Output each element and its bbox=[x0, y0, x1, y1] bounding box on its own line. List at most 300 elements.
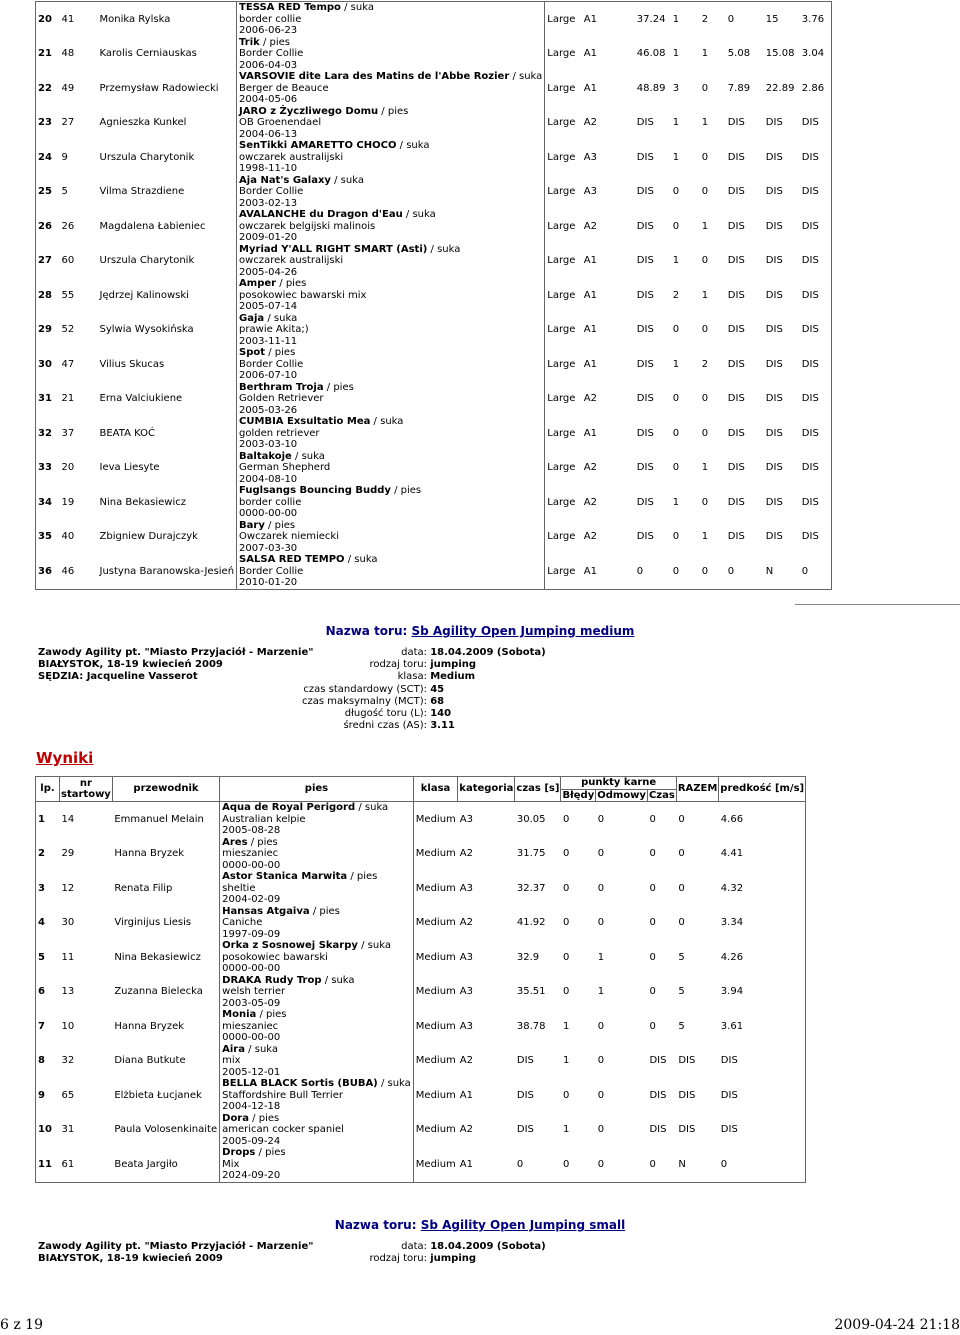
dog-name: Ares bbox=[222, 836, 248, 848]
header-czas: czas [s] bbox=[515, 777, 561, 802]
dog-name: Bary bbox=[239, 519, 265, 531]
start-number: 13 bbox=[61, 986, 75, 997]
predkosc-cell: 4.26 bbox=[720, 951, 744, 963]
odmowy-cell: 0 bbox=[597, 1055, 605, 1066]
dog-dob: 2010-01-20 bbox=[239, 577, 298, 588]
start-number: 29 bbox=[61, 848, 75, 859]
page-number: 6 z 19 bbox=[0, 1317, 43, 1333]
klasa-label: klasa: bbox=[397, 671, 427, 683]
lp-cell: 9 bbox=[38, 1089, 45, 1101]
dog-breed: Border Collie bbox=[239, 186, 304, 197]
table-row bbox=[36, 140, 832, 175]
table-row bbox=[36, 244, 832, 279]
divider bbox=[795, 604, 960, 605]
dog-name: Aqua de Royal Perigord bbox=[222, 802, 356, 813]
table-row bbox=[36, 802, 806, 837]
odmowy-cell: 0 bbox=[597, 1020, 605, 1032]
czas-cell: DIS bbox=[516, 1089, 534, 1101]
klasa-cell: Large bbox=[547, 565, 576, 577]
czas-cell: 35.51 bbox=[516, 986, 546, 997]
start-number: 11 bbox=[61, 951, 75, 963]
razem-cell: DIS bbox=[765, 117, 783, 128]
dog-sex: pies bbox=[400, 485, 422, 496]
course-title-link[interactable]: Sb Agility Open Jumping small bbox=[420, 1218, 626, 1232]
razem-cell: DIS bbox=[765, 255, 783, 266]
dog-sex: pies bbox=[257, 836, 278, 848]
header-row bbox=[36, 777, 806, 790]
kategoria-cell: A1 bbox=[583, 255, 597, 266]
table-row bbox=[36, 175, 832, 210]
klasa-cell: Medium bbox=[415, 848, 456, 859]
course-title-medium bbox=[0, 624, 960, 638]
dog-breed: OB Groenendael bbox=[239, 117, 322, 128]
header-dog: pies bbox=[220, 777, 414, 802]
dog-sex: suka bbox=[437, 243, 461, 255]
razem-cell: DIS bbox=[765, 186, 783, 197]
predkosc-cell: DIS bbox=[801, 220, 819, 232]
dog-dob: 2024-09-20 bbox=[222, 1170, 281, 1181]
klasa-cell: Medium bbox=[415, 951, 456, 963]
kategoria-cell: A2 bbox=[459, 1124, 473, 1135]
dog-name: Berthram Troja bbox=[239, 381, 324, 393]
lp-cell: 6 bbox=[38, 986, 45, 997]
lp-cell: 33 bbox=[38, 462, 52, 473]
table-row bbox=[36, 1044, 806, 1079]
dog-dob: 2004-02-09 bbox=[222, 894, 281, 905]
predkosc-cell: 0 bbox=[720, 1158, 728, 1170]
bledy-cell: 2 bbox=[672, 289, 680, 301]
start-number: 21 bbox=[61, 393, 75, 404]
header-handler: przewodnik bbox=[112, 777, 219, 802]
start-number: 55 bbox=[61, 289, 75, 301]
dog-sex: suka bbox=[387, 1078, 411, 1089]
sct-value: 45 bbox=[430, 683, 445, 695]
klasa-cell: Large bbox=[547, 220, 576, 232]
table-row bbox=[36, 871, 806, 906]
start-number: 47 bbox=[61, 358, 75, 370]
dog-cell: Hansas Atgaiva / pies Caniche 1997-09-09 bbox=[220, 906, 414, 941]
klasa-cell: Medium bbox=[415, 813, 456, 825]
kategoria-cell: A3 bbox=[459, 1020, 473, 1032]
dog-breed: Berger de Beauce bbox=[239, 82, 329, 94]
handler-name: Vilma Strazdiene bbox=[98, 175, 237, 210]
mct-label: czas maksymalny (MCT): bbox=[301, 695, 427, 707]
bledy-cell: 0 bbox=[672, 220, 680, 232]
dog-cell: TESSA RED Tempo / suka border collie 2006-06-23 bbox=[237, 2, 545, 37]
czas-pkt-cell: DIS bbox=[649, 1055, 667, 1066]
razem-cell: DIS bbox=[678, 1089, 696, 1101]
czas-pkt-cell: DIS bbox=[727, 427, 745, 439]
predkosc-cell: DIS bbox=[801, 186, 819, 197]
odmowy-cell: 0 bbox=[701, 151, 709, 163]
czas-pkt-cell: DIS bbox=[727, 289, 745, 301]
start-number: 37 bbox=[61, 427, 75, 439]
czas-cell: 37.24 bbox=[636, 13, 666, 25]
dog-sex: suka bbox=[254, 1043, 279, 1055]
dog-name: Baltakoje bbox=[239, 450, 292, 462]
dog-cell: Spot / pies Border Collie 2006-07-10 bbox=[237, 347, 545, 382]
bledy-cell: 1 bbox=[562, 1055, 570, 1066]
dog-sex: suka bbox=[519, 71, 543, 82]
dog-name: Trik bbox=[239, 36, 260, 48]
predkosc-cell: DIS bbox=[720, 1055, 738, 1066]
dog-breed: Australian kelpie bbox=[222, 813, 306, 825]
kategoria-cell: A2 bbox=[459, 848, 473, 859]
event-place-date: BIAŁYSTOK, 18-19 kwiecień 2009 bbox=[38, 1253, 223, 1265]
razem-cell: 0 bbox=[678, 882, 685, 894]
course-params-small bbox=[250, 1241, 546, 1265]
predkosc-cell: DIS bbox=[801, 393, 819, 404]
dog-dob: 2003-02-13 bbox=[239, 197, 298, 209]
klasa-cell: Medium bbox=[415, 917, 456, 928]
start-number: 41 bbox=[61, 13, 75, 25]
bledy-cell: 0 bbox=[672, 462, 680, 473]
dog-cell: Aqua de Royal Perigord / suka Australian kelpie 2005-08-28 bbox=[220, 802, 414, 837]
lp-cell: 1 bbox=[38, 813, 45, 825]
dog-sex: suka bbox=[331, 974, 355, 986]
razem-cell: DIS bbox=[765, 496, 783, 508]
lp-cell: 26 bbox=[38, 220, 52, 232]
dog-sex: suka bbox=[364, 802, 389, 813]
razem-cell: 5 bbox=[678, 951, 685, 963]
dog-dob: 0000-00-00 bbox=[222, 1032, 281, 1043]
lp-cell: 21 bbox=[38, 48, 52, 59]
czas-pkt-cell: DIS bbox=[649, 1124, 667, 1135]
czas-cell: DIS bbox=[516, 1124, 534, 1135]
bledy-cell: 1 bbox=[672, 358, 680, 370]
kategoria-cell: A2 bbox=[583, 462, 597, 473]
dog-sex: pies bbox=[319, 905, 340, 917]
bledy-cell: 1 bbox=[672, 151, 680, 163]
klasa-cell: Medium bbox=[415, 1055, 456, 1066]
czas-cell: 31.75 bbox=[516, 848, 546, 859]
rodzaj-value: jumping bbox=[430, 1253, 477, 1265]
razem-cell: DIS bbox=[765, 393, 783, 404]
dog-breed: posokowiec bawarski mix bbox=[239, 289, 367, 301]
dog-dob: 2003-11-11 bbox=[239, 335, 298, 347]
event-name: Zawody Agility pt. "Miasto Przyjaciół - Marzenie" bbox=[38, 1241, 314, 1252]
czas-cell: 0 bbox=[516, 1158, 524, 1170]
course-title-prefix: Nazwa toru: bbox=[325, 624, 412, 638]
table-row bbox=[36, 382, 832, 417]
rodzaj-label: rodzaj toru: bbox=[369, 659, 427, 671]
dog-dob: 2009-01-20 bbox=[239, 232, 298, 243]
lp-cell: 4 bbox=[38, 917, 45, 928]
lp-cell: 36 bbox=[38, 565, 52, 577]
czas-pkt-cell: 0 bbox=[649, 951, 656, 963]
czas-pkt-cell: DIS bbox=[727, 255, 745, 266]
dog-dob: 2004-12-18 bbox=[222, 1101, 281, 1112]
odmowy-cell: 1 bbox=[597, 986, 605, 997]
lp-cell: 35 bbox=[38, 531, 52, 542]
kategoria-cell: A2 bbox=[583, 393, 597, 404]
dog-cell: SenTikki AMARETTO CHOCO / suka owczarek australijski 1998-11-10 bbox=[237, 140, 545, 175]
bledy-cell: 1 bbox=[672, 255, 680, 266]
klasa-cell: Large bbox=[547, 13, 576, 25]
start-number: 40 bbox=[61, 531, 75, 542]
avg-value: 3.11 bbox=[430, 720, 455, 732]
bledy-cell: 1 bbox=[562, 1124, 570, 1135]
table-row bbox=[36, 940, 806, 975]
start-number: 9 bbox=[61, 151, 68, 163]
predkosc-cell: DIS bbox=[801, 358, 819, 370]
predkosc-cell: 3.61 bbox=[720, 1020, 744, 1032]
kategoria-cell: A3 bbox=[583, 186, 597, 197]
dog-breed: owczarek belgijski malinois bbox=[239, 220, 376, 232]
dog-sex: suka bbox=[340, 174, 364, 186]
predkosc-cell: DIS bbox=[801, 427, 819, 439]
dog-name: Orka z Sosnowej Skarpy bbox=[222, 940, 358, 951]
odmowy-cell: 1 bbox=[701, 289, 709, 301]
predkosc-cell: DIS bbox=[801, 324, 819, 335]
lp-cell: 5 bbox=[38, 951, 45, 963]
razem-cell: DIS bbox=[765, 324, 783, 335]
klasa-cell: Large bbox=[547, 186, 576, 197]
czas-pkt-cell: 5.08 bbox=[727, 48, 751, 59]
table-row bbox=[36, 1147, 806, 1182]
handler-name: Diana Butkute bbox=[112, 1044, 219, 1079]
bledy-cell: 1 bbox=[672, 117, 680, 128]
table-row bbox=[36, 2, 832, 37]
dog-sex: suka bbox=[354, 554, 378, 565]
odmowy-cell: 0 bbox=[701, 393, 709, 404]
table-row bbox=[36, 906, 806, 941]
czas-cell: DIS bbox=[636, 496, 654, 508]
dog-breed: welsh terrier bbox=[222, 986, 286, 997]
dog-cell: Gaja / suka prawie Akita;) 2003-11-11 bbox=[237, 313, 545, 348]
dog-breed: Caniche bbox=[222, 917, 263, 928]
klasa-cell: Medium bbox=[415, 1124, 456, 1135]
dog-breed: German Shepherd bbox=[239, 462, 331, 473]
handler-name: Zuzanna Bielecka bbox=[112, 975, 219, 1010]
czas-pkt-cell: DIS bbox=[727, 117, 745, 128]
klasa-cell: Large bbox=[547, 462, 576, 473]
course-title-link[interactable]: Sb Agility Open Jumping medium bbox=[411, 624, 635, 638]
handler-name: Beata Jargiło bbox=[112, 1147, 219, 1182]
klasa-cell: Large bbox=[547, 289, 576, 301]
klasa-cell: Large bbox=[547, 82, 576, 94]
table-row bbox=[36, 106, 832, 141]
table-row bbox=[36, 71, 832, 106]
dog-dob: 0000-00-00 bbox=[239, 508, 298, 519]
czas-pkt-cell: 0 bbox=[649, 1020, 656, 1032]
start-number: 5 bbox=[61, 186, 68, 197]
dog-sex: pies bbox=[356, 871, 378, 882]
length-value: 140 bbox=[430, 708, 452, 720]
lp-cell: 24 bbox=[38, 151, 52, 163]
bledy-cell: 0 bbox=[672, 565, 680, 577]
dog-cell: Drops / pies Mix 2024-09-20 bbox=[220, 1147, 414, 1182]
czas-pkt-cell: DIS bbox=[649, 1089, 667, 1101]
czas-pkt-cell: 0 bbox=[649, 917, 656, 928]
dog-name: TESSA RED Tempo bbox=[239, 2, 341, 13]
dog-breed: owczarek australijski bbox=[239, 255, 344, 266]
dog-cell: Bary / pies Owczarek niemiecki 2007-03-30 bbox=[237, 520, 545, 555]
odmowy-cell: 0 bbox=[597, 1089, 605, 1101]
dog-name: Amper bbox=[239, 278, 277, 289]
klasa-cell: Large bbox=[547, 48, 576, 59]
dog-name: Fuglsangs Bouncing Buddy bbox=[239, 485, 391, 496]
odmowy-cell: 0 bbox=[701, 324, 709, 335]
dog-name: CUMBIA Exsultatio Mea bbox=[239, 416, 371, 427]
czas-pkt-cell: 0 bbox=[649, 882, 656, 894]
dog-dob: 1998-11-10 bbox=[239, 163, 298, 174]
lp-cell: 29 bbox=[38, 324, 52, 335]
czas-pkt-cell: 0 bbox=[649, 986, 656, 997]
czas-cell: DIS bbox=[636, 393, 654, 404]
dog-dob: 2005-07-14 bbox=[239, 301, 298, 312]
predkosc-cell: 4.41 bbox=[720, 848, 744, 859]
razem-cell: N bbox=[678, 1158, 686, 1170]
dog-cell: Baltakoje / suka German Shepherd 2004-08-10 bbox=[237, 451, 545, 486]
czas-cell: DIS bbox=[636, 186, 654, 197]
handler-name: Przemysław Radowiecki bbox=[98, 71, 237, 106]
predkosc-cell: DIS bbox=[801, 151, 819, 163]
start-number: 32 bbox=[61, 1055, 75, 1066]
czas-cell: DIS bbox=[636, 255, 654, 266]
czas-cell: 32.9 bbox=[516, 951, 540, 963]
handler-name: Karolis Cerniauskas bbox=[98, 37, 237, 72]
sct-label: czas standardowy (SCT): bbox=[303, 683, 427, 695]
handler-name: Renata Filip bbox=[112, 871, 219, 906]
kategoria-cell: A1 bbox=[583, 82, 597, 94]
kategoria-cell: A1 bbox=[583, 48, 597, 59]
dog-sex: pies bbox=[274, 519, 296, 531]
event-place-date: BIAŁYSTOK, 18-19 kwiecień 2009 bbox=[38, 659, 223, 671]
print-datetime: 2009-04-24 21:18 bbox=[834, 1317, 960, 1333]
dog-name: Aira bbox=[222, 1043, 245, 1055]
odmowy-cell: 1 bbox=[701, 48, 709, 59]
predkosc-cell: 4.66 bbox=[720, 813, 744, 825]
dog-cell: Fuglsangs Bouncing Buddy / pies border collie 0000-00-00 bbox=[237, 485, 545, 520]
dog-name: Monia bbox=[222, 1009, 257, 1020]
czas-pkt-cell: 0 bbox=[649, 813, 656, 825]
table-row bbox=[36, 554, 832, 589]
czas-cell: 38.78 bbox=[516, 1020, 546, 1032]
kategoria-cell: A2 bbox=[583, 531, 597, 542]
dog-name: SALSA RED TEMPO bbox=[239, 554, 345, 565]
odmowy-cell: 1 bbox=[597, 951, 605, 963]
dog-sex: pies bbox=[266, 1009, 287, 1020]
bledy-cell: 0 bbox=[562, 917, 570, 928]
lp-cell: 34 bbox=[38, 496, 52, 508]
predkosc-cell: 0 bbox=[801, 565, 809, 577]
odmowy-cell: 1 bbox=[701, 220, 709, 232]
dog-cell: JARO z Życzliwego Domu / pies OB Groenendael 2004-06-13 bbox=[237, 106, 545, 141]
czas-cell: DIS bbox=[636, 531, 654, 542]
bledy-cell: 1 bbox=[672, 496, 680, 508]
razem-cell: 5 bbox=[678, 1020, 685, 1032]
dog-cell: VARSOVIE dite Lara des Matins de l'Abbe Rozier / suka Berger de Beauce 2004-05-06 bbox=[237, 71, 545, 106]
lp-cell: 10 bbox=[38, 1124, 52, 1135]
kategoria-cell: A3 bbox=[459, 986, 473, 997]
lp-cell: 8 bbox=[38, 1055, 45, 1066]
dog-breed: Mix bbox=[222, 1158, 240, 1170]
avg-label: średni czas (AS): bbox=[343, 720, 427, 732]
start-number: 27 bbox=[61, 117, 75, 128]
dog-breed: border collie bbox=[239, 496, 302, 508]
bledy-cell: 3 bbox=[672, 82, 680, 94]
razem-cell: 0 bbox=[678, 917, 685, 928]
razem-cell: 15.08 bbox=[765, 48, 795, 59]
start-number: 20 bbox=[61, 462, 75, 473]
lp-cell: 3 bbox=[38, 882, 45, 894]
handler-name: Vilius Skucas bbox=[98, 347, 237, 382]
mct-value: 68 bbox=[430, 695, 445, 707]
klasa-cell: Large bbox=[547, 496, 576, 508]
predkosc-cell: DIS bbox=[801, 462, 819, 473]
start-number: 10 bbox=[61, 1020, 75, 1032]
handler-name: Urszula Charytonik bbox=[98, 244, 237, 279]
kategoria-cell: A2 bbox=[459, 1055, 473, 1066]
dog-sex: suka bbox=[350, 2, 374, 13]
odmowy-cell: 2 bbox=[701, 358, 709, 370]
czas-pkt-cell: 0 bbox=[727, 13, 735, 25]
bledy-cell: 0 bbox=[672, 186, 680, 197]
lp-cell: 28 bbox=[38, 289, 52, 301]
razem-cell: DIS bbox=[765, 358, 783, 370]
czas-pkt-cell: DIS bbox=[727, 324, 745, 335]
start-number: 12 bbox=[61, 882, 75, 894]
lp-cell: 7 bbox=[38, 1020, 45, 1032]
header-lp: lp. bbox=[36, 777, 60, 802]
bledy-cell: 0 bbox=[672, 324, 680, 335]
dog-name: Dora bbox=[222, 1112, 249, 1124]
klasa-cell: Medium bbox=[415, 882, 456, 894]
dog-sex: pies bbox=[258, 1112, 280, 1124]
table-row bbox=[36, 1113, 806, 1148]
course-title-small bbox=[0, 1218, 960, 1232]
czas-cell: 48.89 bbox=[636, 82, 666, 94]
klasa-value: Medium bbox=[430, 671, 476, 683]
dog-breed: sheltie bbox=[222, 882, 256, 894]
handler-name: Jędrzej Kalinowski bbox=[98, 278, 237, 313]
razem-cell: DIS bbox=[765, 151, 783, 163]
handler-name: Ieva Liesyte bbox=[98, 451, 237, 486]
czas-pkt-cell: 7.89 bbox=[727, 82, 751, 94]
klasa-cell: Large bbox=[547, 324, 576, 335]
klasa-cell: Large bbox=[547, 531, 576, 542]
header-nr-line1: nr bbox=[79, 777, 92, 789]
start-number: 61 bbox=[61, 1158, 75, 1170]
medium-results bbox=[35, 776, 806, 1183]
odmowy-cell: 0 bbox=[597, 1158, 605, 1170]
razem-cell: 0 bbox=[678, 813, 685, 825]
handler-name: Erna Valciukiene bbox=[98, 382, 237, 417]
predkosc-cell: DIS bbox=[720, 1089, 738, 1101]
dog-cell: AVALANCHE du Dragon d'Eau / suka owczarek belgijski malinois 2009-01-20 bbox=[237, 209, 545, 244]
kategoria-cell: A2 bbox=[459, 917, 473, 928]
predkosc-cell: 4.32 bbox=[720, 882, 744, 894]
dog-breed: Staffordshire Bull Terrier bbox=[222, 1089, 343, 1101]
header-punkty: punkty karne bbox=[561, 777, 676, 790]
dog-dob: 2005-09-24 bbox=[222, 1135, 281, 1147]
predkosc-cell: DIS bbox=[720, 1124, 738, 1135]
odmowy-cell: 0 bbox=[701, 565, 709, 577]
dog-sex: suka bbox=[406, 140, 430, 151]
dog-sex: pies bbox=[333, 381, 354, 393]
dog-name: JARO z Życzliwego Domu bbox=[239, 105, 379, 117]
course-title-prefix: Nazwa toru: bbox=[334, 1218, 421, 1232]
czas-cell: DIS bbox=[636, 220, 654, 232]
dog-cell: Dora / pies american cocker spaniel 2005-09-24 bbox=[220, 1113, 414, 1148]
razem-cell: DIS bbox=[765, 462, 783, 473]
czas-pkt-cell: DIS bbox=[727, 496, 745, 508]
czas-cell: DIS bbox=[636, 358, 654, 370]
odmowy-cell: 0 bbox=[701, 496, 709, 508]
header-nr bbox=[60, 777, 113, 802]
dog-dob: 2004-06-13 bbox=[239, 128, 298, 140]
